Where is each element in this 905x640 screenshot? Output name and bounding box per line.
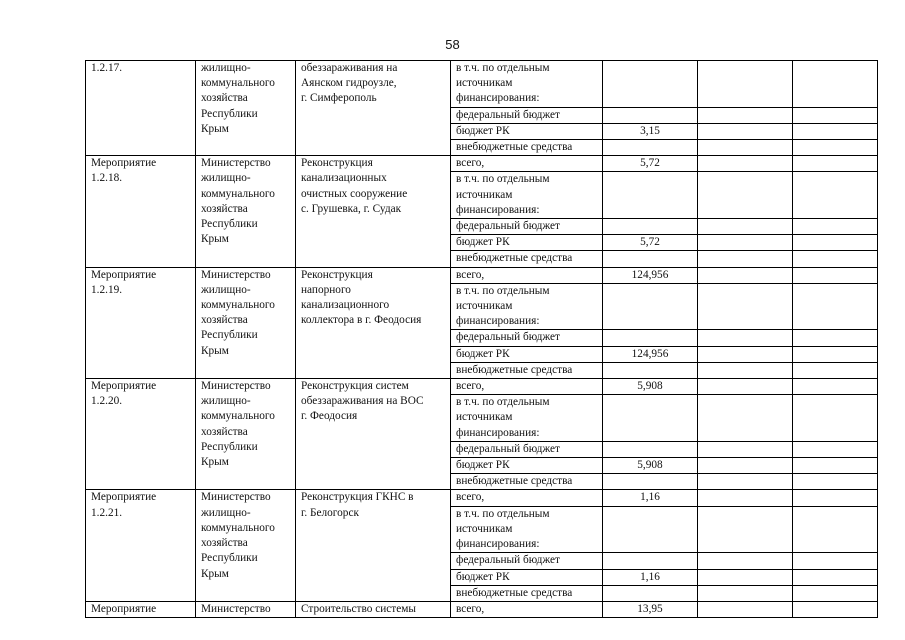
amount-rk: 1,16 bbox=[603, 569, 698, 585]
amount-total: 5,72 bbox=[603, 156, 698, 172]
table-row bbox=[86, 490, 878, 506]
cell-empty bbox=[793, 395, 878, 442]
cell-empty bbox=[793, 601, 878, 617]
cell-empty bbox=[603, 395, 698, 442]
cell-empty bbox=[603, 330, 698, 346]
cell-empty bbox=[603, 107, 698, 123]
measure-name: Реконструкция систем обеззараживания на ВОС г. Феодосия bbox=[296, 379, 451, 490]
cell-empty bbox=[698, 506, 793, 553]
cell-empty bbox=[698, 474, 793, 490]
cell-empty bbox=[793, 569, 878, 585]
cell-empty bbox=[603, 474, 698, 490]
measure-name: Реконструкция ГКНС в г. Белогорск bbox=[296, 490, 451, 601]
cell-empty bbox=[698, 569, 793, 585]
cell-empty bbox=[793, 267, 878, 283]
cell-empty bbox=[698, 123, 793, 139]
source-including: в т.ч. по отдельным источникам финансирования: bbox=[451, 172, 603, 219]
cell-empty bbox=[603, 140, 698, 156]
source-including: в т.ч. по отдельным источникам финансирования: bbox=[451, 506, 603, 553]
cell-empty bbox=[793, 123, 878, 139]
cell-empty bbox=[793, 441, 878, 457]
source-total: всего, bbox=[451, 156, 603, 172]
measure-ministry: Министерство жилищно- коммунального хозяйства Республики Крым bbox=[196, 490, 296, 601]
source-total: всего, bbox=[451, 267, 603, 283]
source-total: всего, bbox=[451, 601, 603, 617]
table-row bbox=[86, 267, 878, 283]
cell-empty bbox=[793, 474, 878, 490]
source-federal: федеральный бюджет bbox=[451, 553, 603, 569]
amount-rk: 5,908 bbox=[603, 458, 698, 474]
source-rk: бюджет РК bbox=[451, 458, 603, 474]
measure-name: обеззараживания на Аянском гидроузле, г. Симферополь bbox=[296, 61, 451, 156]
source-total: всего, bbox=[451, 379, 603, 395]
measure-code: Мероприятие 1.2.18. bbox=[86, 156, 196, 267]
cell-empty bbox=[793, 283, 878, 330]
measure-ministry: Министерство жилищно- коммунального хозяйства Республики Крым bbox=[196, 267, 296, 378]
source-federal: федеральный бюджет bbox=[451, 330, 603, 346]
cell-empty bbox=[603, 362, 698, 378]
table-row bbox=[86, 379, 878, 395]
source-extra: внебюджетные средства bbox=[451, 474, 603, 490]
measure-ministry: Министерство жилищно- коммунального хозяйства Республики Крым bbox=[196, 156, 296, 267]
table-row bbox=[86, 61, 878, 108]
source-extra: внебюджетные средства bbox=[451, 140, 603, 156]
amount-total: 13,95 bbox=[603, 601, 698, 617]
budget-table bbox=[85, 60, 878, 618]
cell-empty bbox=[793, 346, 878, 362]
measure-name: Строительство системы bbox=[296, 601, 451, 617]
measure-code: Мероприятие 1.2.20. bbox=[86, 379, 196, 490]
cell-empty bbox=[793, 585, 878, 601]
measure-name: Реконструкция канализационных очистных сооружение с. Грушевка, г. Судак bbox=[296, 156, 451, 267]
cell-empty bbox=[793, 107, 878, 123]
amount-total: 124,956 bbox=[603, 267, 698, 283]
cell-empty bbox=[793, 458, 878, 474]
source-extra: внебюджетные средства bbox=[451, 251, 603, 267]
cell-empty bbox=[793, 553, 878, 569]
cell-empty bbox=[793, 219, 878, 235]
measure-code: Мероприятие 1.2.19. bbox=[86, 267, 196, 378]
cell-empty bbox=[698, 267, 793, 283]
cell-empty bbox=[793, 61, 878, 108]
amount-rk: 3,15 bbox=[603, 123, 698, 139]
table-row bbox=[86, 601, 878, 617]
cell-empty bbox=[793, 506, 878, 553]
cell-empty bbox=[793, 330, 878, 346]
cell-empty bbox=[603, 283, 698, 330]
cell-empty bbox=[698, 362, 793, 378]
cell-empty bbox=[698, 219, 793, 235]
cell-empty bbox=[793, 140, 878, 156]
cell-empty bbox=[698, 251, 793, 267]
source-federal: федеральный бюджет bbox=[451, 441, 603, 457]
source-rk: бюджет РК bbox=[451, 569, 603, 585]
cell-empty bbox=[793, 156, 878, 172]
cell-empty bbox=[698, 330, 793, 346]
amount-rk: 5,72 bbox=[603, 235, 698, 251]
cell-empty bbox=[698, 585, 793, 601]
source-rk: бюджет РК bbox=[451, 123, 603, 139]
cell-empty bbox=[698, 172, 793, 219]
cell-empty bbox=[698, 395, 793, 442]
cell-empty bbox=[698, 283, 793, 330]
cell-empty bbox=[603, 506, 698, 553]
cell-empty bbox=[698, 61, 793, 108]
measure-ministry: жилищно- коммунального хозяйства Республики Крым bbox=[196, 61, 296, 156]
source-including: в т.ч. по отдельным источникам финансирования: bbox=[451, 395, 603, 442]
cell-empty bbox=[698, 379, 793, 395]
cell-empty bbox=[698, 235, 793, 251]
cell-empty bbox=[698, 107, 793, 123]
cell-empty bbox=[793, 251, 878, 267]
cell-empty bbox=[603, 585, 698, 601]
cell-empty bbox=[698, 441, 793, 457]
table-row bbox=[86, 156, 878, 172]
cell-empty bbox=[603, 61, 698, 108]
cell-empty bbox=[603, 553, 698, 569]
source-rk: бюджет РК bbox=[451, 346, 603, 362]
table-body bbox=[86, 61, 878, 618]
cell-empty bbox=[698, 140, 793, 156]
cell-empty bbox=[793, 235, 878, 251]
cell-empty bbox=[698, 490, 793, 506]
cell-empty bbox=[793, 379, 878, 395]
source-federal: федеральный бюджет bbox=[451, 107, 603, 123]
measure-code: Мероприятие bbox=[86, 601, 196, 617]
source-rk: бюджет РК bbox=[451, 235, 603, 251]
source-extra: внебюджетные средства bbox=[451, 585, 603, 601]
source-federal: федеральный бюджет bbox=[451, 219, 603, 235]
page-number: 58 bbox=[445, 37, 460, 52]
cell-empty bbox=[793, 362, 878, 378]
amount-total: 5,908 bbox=[603, 379, 698, 395]
amount-rk: 124,956 bbox=[603, 346, 698, 362]
cell-empty bbox=[603, 441, 698, 457]
cell-empty bbox=[793, 172, 878, 219]
measure-ministry: Министерство жилищно- коммунального хозяйства Республики Крым bbox=[196, 379, 296, 490]
cell-empty bbox=[603, 172, 698, 219]
cell-empty bbox=[698, 458, 793, 474]
cell-empty bbox=[698, 156, 793, 172]
measure-code: 1.2.17. bbox=[86, 61, 196, 156]
measure-ministry: Министерство bbox=[196, 601, 296, 617]
source-including: в т.ч. по отдельным источникам финансирования: bbox=[451, 61, 603, 108]
cell-empty bbox=[793, 490, 878, 506]
cell-empty bbox=[698, 553, 793, 569]
measure-name: Реконструкция напорного канализационного коллектора в г. Феодосия bbox=[296, 267, 451, 378]
amount-total: 1,16 bbox=[603, 490, 698, 506]
source-extra: внебюджетные средства bbox=[451, 362, 603, 378]
source-total: всего, bbox=[451, 490, 603, 506]
cell-empty bbox=[603, 251, 698, 267]
cell-empty bbox=[698, 601, 793, 617]
cell-empty bbox=[698, 346, 793, 362]
source-including: в т.ч. по отдельным источникам финансирования: bbox=[451, 283, 603, 330]
measure-code: Мероприятие 1.2.21. bbox=[86, 490, 196, 601]
cell-empty bbox=[603, 219, 698, 235]
